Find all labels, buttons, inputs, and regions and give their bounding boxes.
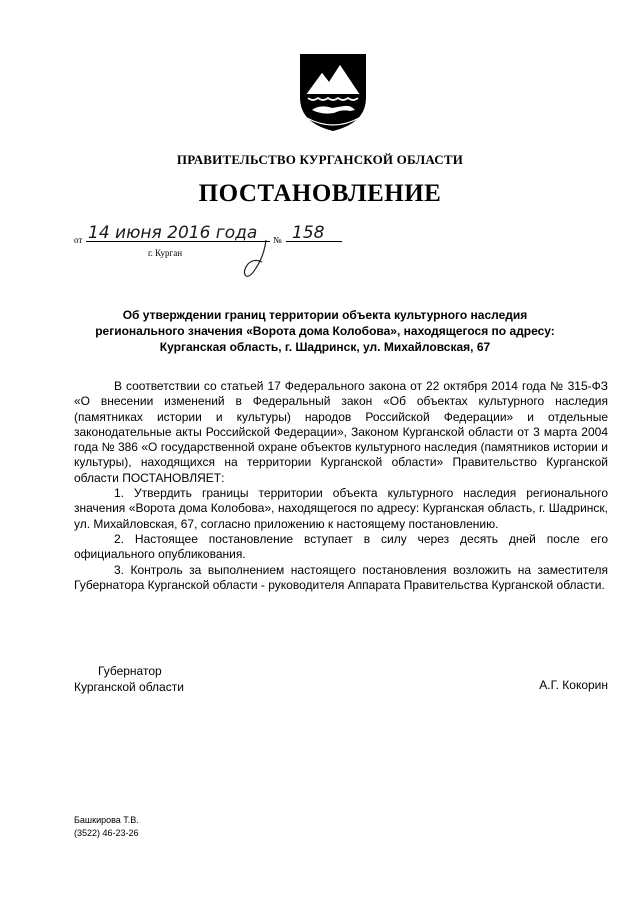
- executor-info: [74, 814, 139, 840]
- document-body: [74, 379, 608, 593]
- coat-of-arms-emblem: [298, 52, 368, 132]
- subject-line-1: Об утверждении границ территории объекта культурного наследия: [122, 308, 528, 322]
- handwritten-date: 14 июня 2016 года: [88, 223, 258, 243]
- executor-phone: (3522) 46-23-26: [74, 828, 139, 838]
- date-prefix: от: [74, 235, 83, 245]
- government-name: ПРАВИТЕЛЬСТВО КУРГАНСКОЙ ОБЛАСТИ: [176, 152, 464, 167]
- signatory-name: А.Г. Кокорин: [539, 678, 608, 692]
- number-prefix: №: [273, 235, 282, 245]
- resolution-item-2: 2. Настоящее постановление вступает в силу через десять дней после его официального опубликования.: [74, 531, 608, 562]
- preamble-paragraph: В соответствии со статьей 17 Федерального закона от 22 октября 2014 года № 315-ФЗ «О внесении изменений в Федеральный закон «Об объектах культурного наследия (памятниках истории и культуры) народов Российской Федерации» и отдельные законодательные акты Российской Федерации», Законом Курганской области от 3 марта 2004 года № 386 «О государственной охране объектов культурного наследия (памятников истории и культуры), находящихся на территории Курганской области» Правительство Курганской области ПОСТАНОВЛЯЕТ:: [74, 379, 608, 485]
- executor-name: Башкирова Т.В.: [74, 815, 139, 825]
- subject-line-3: Курганская область, г. Шадринск, ул. Михайловская, 67: [159, 340, 491, 354]
- signatory-position: [74, 663, 184, 695]
- signatory-title: Губернатор: [98, 664, 162, 678]
- city-name: г. Курган: [148, 248, 183, 258]
- handwritten-stroke-mark: [236, 238, 270, 282]
- signatory-region: Курганской области: [74, 680, 184, 694]
- resolution-item-3: 3. Контроль за выполнением настоящего постановления возложить на заместителя Губернатора Курганской области - руководителя Аппарата Правительства Курганской области.: [74, 562, 608, 592]
- number-underline: [286, 241, 342, 242]
- document-type-title: ПОСТАНОВЛЕНИЕ: [198, 180, 442, 207]
- document-subject: [60, 307, 590, 355]
- resolution-item-1: 1. Утвердить границы территории объекта культурного наследия регионального значения «Ворота дома Колобова», находящегося по адресу: Курганская область, г. Шадринск, ул. Михайловская, 67, согласно приложению к настоящему постановлению.: [74, 486, 608, 531]
- subject-line-2: регионального значения «Ворота дома Колобова», находящегося по адресу:: [95, 324, 555, 338]
- handwritten-number: 158: [292, 223, 325, 243]
